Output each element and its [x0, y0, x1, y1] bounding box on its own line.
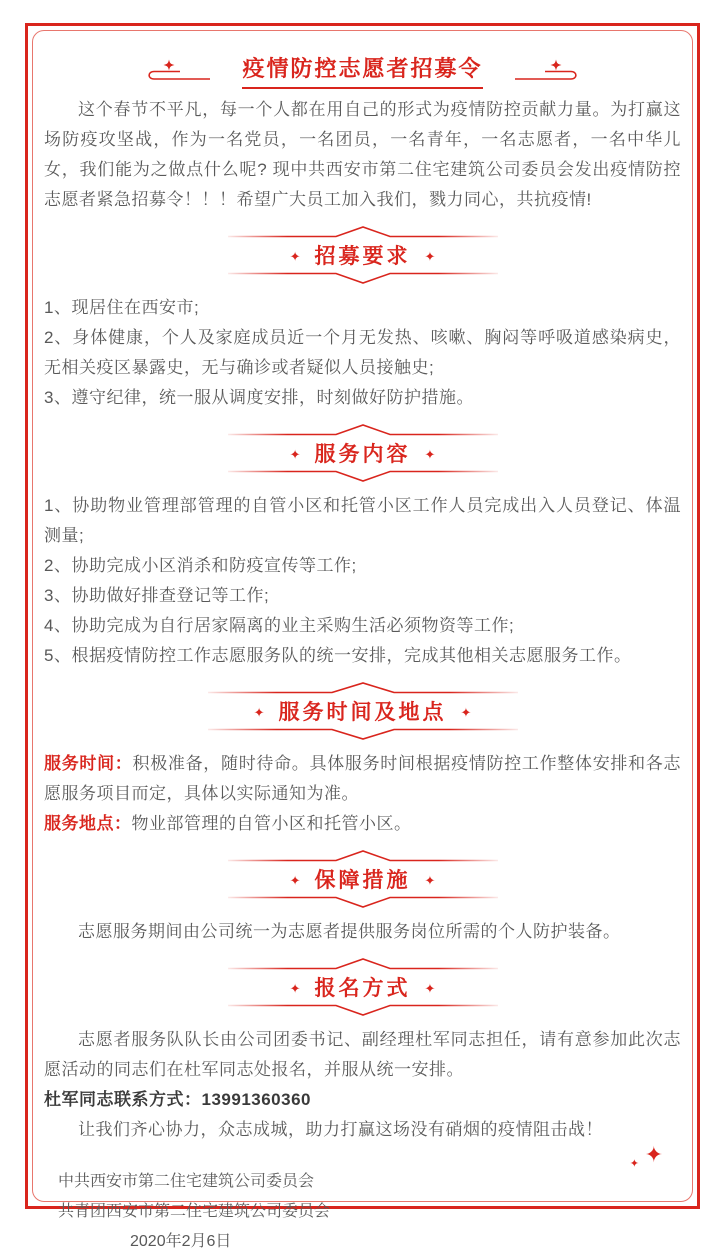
chevron-line-bottom-icon [228, 272, 498, 285]
list-item: 1、现居住在西安市; [44, 298, 200, 318]
swirl-star-left-icon [142, 59, 216, 87]
contact-line: 杜军同志联系方式：13991360360 [44, 1090, 312, 1110]
service-place-paragraph [44, 809, 681, 839]
page-title: 疫情防控志愿者招募令 [242, 56, 482, 89]
services-list [44, 491, 681, 671]
footer-block [44, 1167, 681, 1257]
diamond-icon: ✦ [424, 248, 436, 264]
chevron-line-bottom-icon [228, 470, 498, 483]
diamond-icon: ✦ [424, 446, 436, 462]
page-content [28, 26, 697, 1251]
section-header-guarantee [228, 849, 498, 909]
diamond-icon: ✦ [424, 980, 436, 996]
title-row [44, 56, 681, 89]
list-item: 4、协助完成为自行居家隔离的业主采购生活必须物资等工作; [44, 616, 515, 636]
service-place-text: 物业部管理的自管小区和托管小区。 [131, 814, 412, 834]
list-item: 3、协助做好排查登记等工作; [44, 586, 270, 606]
diamond-icon: ✦ [289, 446, 301, 462]
guarantee-paragraph: 志愿服务期间由公司统一为志愿者提供服务岗位所需的个人防护装备。 [78, 922, 621, 942]
list-item: 2、身体健康，个人及家庭成员近一个月无发热、咳嗽、胸闷等呼吸道感染病史，无相关疫区暴露史，无与确诊或者疑似人员接触史; [44, 328, 681, 378]
chevron-line-bottom-icon [228, 1004, 498, 1017]
diamond-icon: ✦ [424, 872, 436, 888]
chevron-line-top-icon [228, 957, 498, 970]
signup-paragraph: 志愿者服务队队长由公司团委书记、副经理杜军同志担任，请有意参加此次志愿活动的同志们在杜军同志处报名，并服从统一安排。 [44, 1030, 681, 1080]
requirements-list [44, 293, 681, 413]
chevron-line-bottom-icon [208, 728, 518, 741]
service-time-text: 积极准备，随时待命。具体服务时间根据疫情防控工作整体安排和各志愿服务项目而定，具体以实际通知为准。 [44, 754, 681, 804]
chevron-line-top-icon [228, 423, 498, 436]
list-item: 2、协助完成小区消杀和防疫宣传等工作; [44, 556, 357, 576]
diamond-icon: ✦ [460, 704, 472, 720]
footer-org-2: 共青团西安市第二住宅建筑公司委员会 [58, 1203, 331, 1221]
swirl-star-right-icon [509, 59, 583, 87]
chevron-line-top-icon [208, 681, 518, 694]
footer-date: 2020年2月6日 [130, 1233, 232, 1251]
list-item: 3、遵守纪律，统一服从调度安排，时刻做好防护措施。 [44, 388, 474, 408]
intro-paragraph: 这个春节不平凡，每一个人都在用自己的形式为疫情防控贡献力量。为打赢这场防疫攻坚战，作为一名党员，一名团员，一名青年，一名志愿者，一名中华儿女，我们能为之做点什么呢? 现中共西安市第二住宅建筑公司委员会发出疫情防控志愿者紧急招募令！！！希望广大员工加入我们，戮力同心，共抗疫情! [44, 100, 681, 210]
diamond-icon: ✦ [289, 248, 301, 264]
sparkle-large-icon: ✦ [644, 1142, 663, 1167]
section-heading-label: 服务时间及地点 [278, 701, 447, 725]
section-heading-label: 保障措施 [314, 869, 411, 893]
service-time-paragraph [44, 749, 681, 809]
chevron-line-top-icon [228, 225, 498, 238]
page-frame [25, 23, 700, 1251]
sparkle-small-icon: ✦ [629, 1158, 639, 1170]
diamond-icon: ✦ [289, 980, 301, 996]
service-time-label: 服务时间： [44, 754, 133, 774]
section-heading-label: 报名方式 [314, 977, 411, 1001]
section-heading-label: 招募要求 [314, 245, 411, 269]
section-heading-label: 服务内容 [314, 443, 411, 467]
slogan-line: 让我们齐心协力，众志成城，助力打赢这场没有硝烟的疫情阻击战！ [78, 1120, 603, 1140]
list-item: 5、根据疫情防控工作志愿服务队的统一安排，完成其他相关志愿服务工作。 [44, 646, 632, 666]
section-header-time-place [208, 681, 518, 741]
service-place-label: 服务地点： [44, 814, 132, 834]
diamond-icon: ✦ [289, 872, 301, 888]
list-item: 1、协助物业管理部管理的自管小区和托管小区工作人员完成出入人员登记、体温测量; [44, 496, 681, 546]
footer-org-1: 中共西安市第二住宅建筑公司委员会 [58, 1173, 315, 1191]
section-header-services [228, 423, 498, 483]
section-header-requirements [228, 225, 498, 285]
chevron-line-top-icon [228, 849, 498, 862]
chevron-line-bottom-icon [228, 896, 498, 909]
diamond-icon: ✦ [253, 704, 265, 720]
section-header-signup [228, 957, 498, 1017]
